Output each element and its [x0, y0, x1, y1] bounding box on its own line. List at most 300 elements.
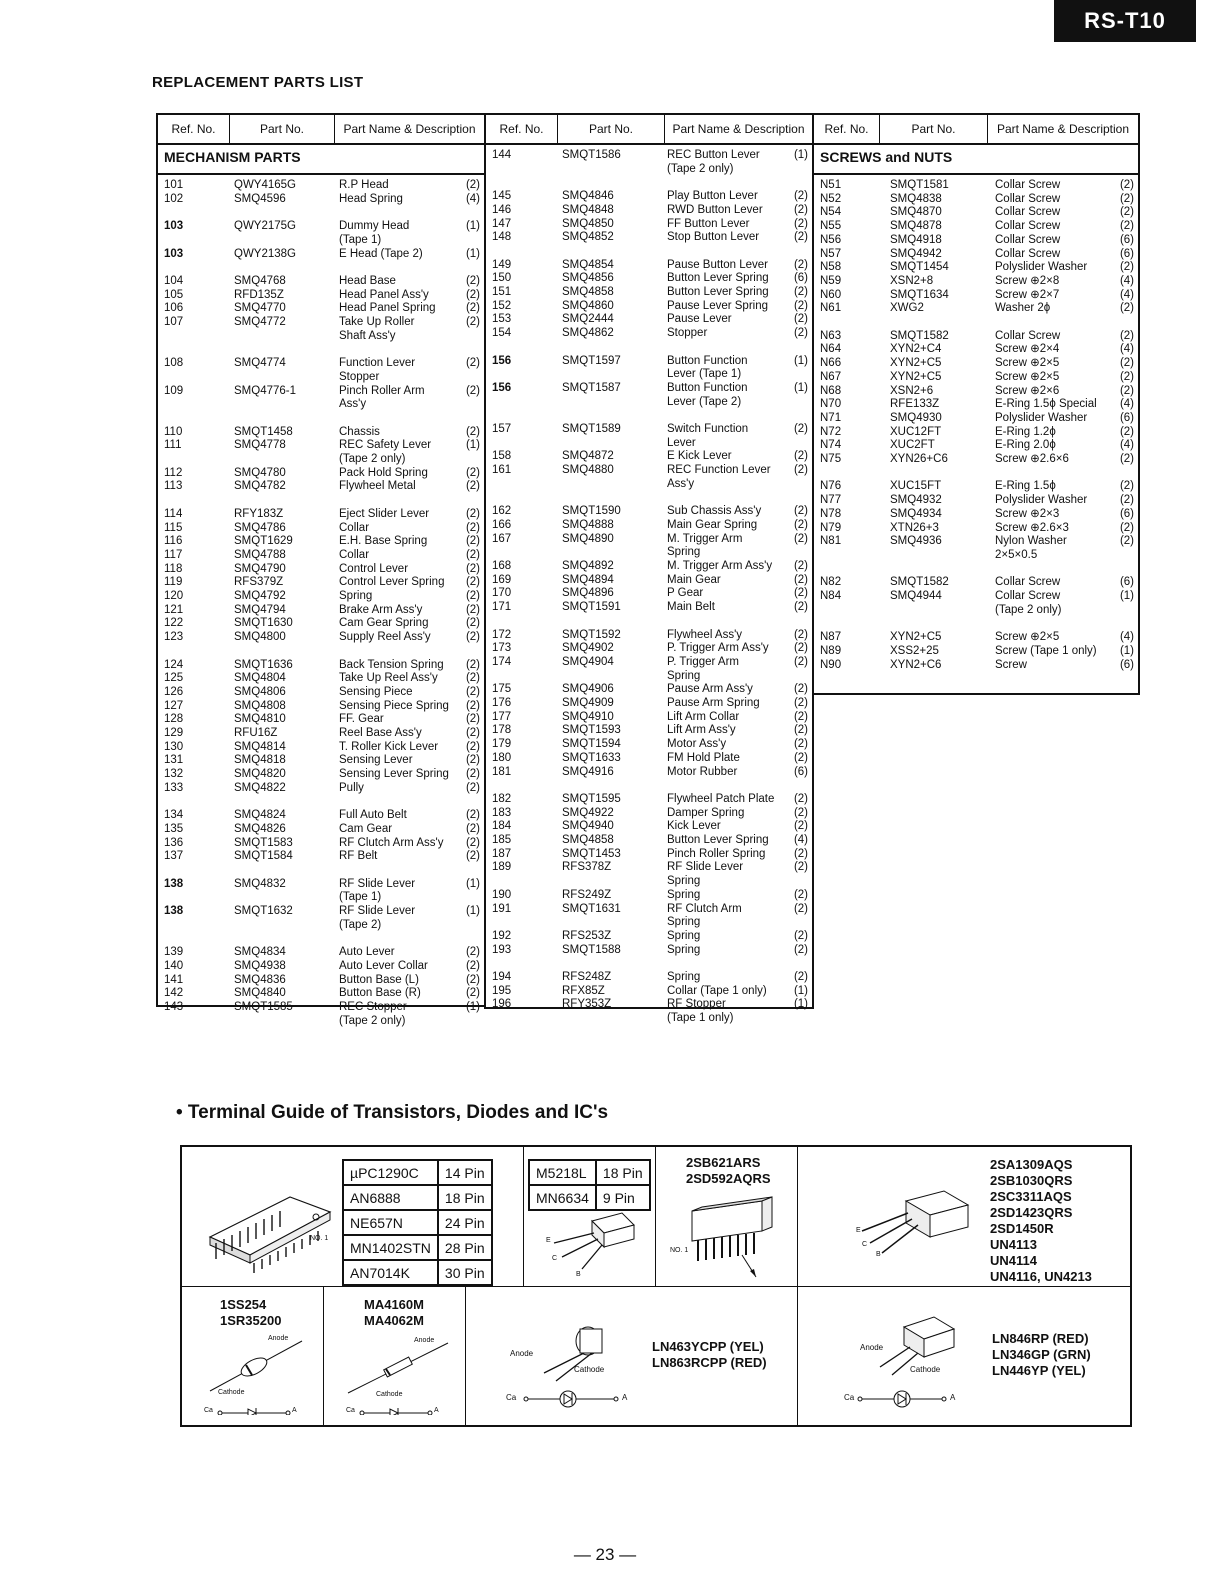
part-no: SMQ4772	[234, 316, 286, 328]
quantity: (2)	[465, 946, 480, 959]
part-no: SMQT1585	[234, 1001, 293, 1014]
quantity: (2)	[1119, 192, 1134, 205]
sip-part-list	[686, 1155, 771, 1187]
table-row	[158, 837, 484, 851]
table-row	[486, 533, 812, 547]
header-ref-no: Ref. No.	[814, 115, 880, 143]
table-row	[158, 1015, 484, 1029]
part-description: Cam Gear Spring (2)	[337, 617, 484, 631]
table-row	[158, 960, 484, 974]
table-row	[158, 946, 484, 960]
ref-no: 128	[164, 713, 184, 726]
table-row	[486, 587, 812, 601]
table-row	[486, 218, 812, 232]
emitter-label: E	[546, 1237, 551, 1244]
ref-no: 182	[492, 792, 512, 805]
part-code: LN446YP (YEL)	[992, 1363, 1086, 1378]
ref-no: 143	[164, 1001, 184, 1014]
part-no: SMQ4848	[562, 203, 614, 216]
part-no: XWG2	[890, 302, 924, 315]
part-no: SMQ4906	[562, 683, 614, 696]
table-row	[158, 782, 484, 796]
table-row	[158, 220, 484, 234]
ref-no: N90	[820, 658, 842, 671]
part-description: Sensing Lever (2)	[337, 754, 484, 768]
quantity: (4)	[1119, 439, 1134, 452]
part-description: Spring (2)	[665, 944, 812, 958]
part-no: SMQT1584	[234, 850, 293, 863]
quantity: (2)	[1119, 302, 1134, 315]
part-description: Collar Screw (2)	[993, 179, 1138, 193]
part-no: RFS379Z	[234, 576, 284, 589]
ref-no: 158	[492, 450, 512, 463]
part-description: RF Stopper (1)	[665, 998, 812, 1012]
quantity: (1)	[793, 984, 808, 997]
part-description: Screw ⊕2×8 (4)	[993, 275, 1138, 289]
part-no: SMQ4832	[234, 877, 286, 890]
part-no: SMQT1590	[562, 505, 621, 518]
ref-no: 190	[492, 888, 512, 901]
ref-no: 167	[492, 532, 512, 545]
quantity: (2)	[793, 560, 808, 573]
part-description: FM Hold Plate (2)	[665, 752, 812, 766]
part-description: Screw ⊕2×3 (6)	[993, 508, 1138, 522]
ref-no: 138	[164, 877, 184, 890]
part-no: SMQ4854	[562, 258, 614, 271]
table-row	[158, 357, 484, 371]
ref-no: 170	[492, 587, 512, 600]
pin-row: MN1402STN 28 Pin	[343, 1235, 492, 1260]
ref-no: 153	[492, 313, 512, 326]
table-row	[158, 576, 484, 590]
ref-no: N76	[820, 480, 842, 493]
part-description: Stopper (2)	[665, 327, 812, 341]
part-description: P Gear (2)	[665, 587, 812, 601]
part-description: REC Button Lever (1)	[665, 149, 812, 163]
header-description: Part Name & Description	[343, 122, 476, 136]
part-no: RFX85Z	[562, 984, 605, 997]
ref-no: 172	[492, 628, 512, 641]
table-row	[814, 193, 1138, 207]
ref-no: N72	[820, 425, 842, 438]
part-description: Function Lever (2)	[337, 357, 484, 371]
part-code: UN4114	[990, 1253, 1037, 1268]
ref-no	[158, 891, 230, 905]
ref-no: N64	[820, 343, 842, 356]
ref-no: 131	[164, 754, 184, 767]
table-row	[486, 423, 812, 437]
part-no: SMQ4770	[234, 302, 286, 315]
quantity: (2)	[793, 861, 808, 874]
ref-no: N77	[820, 494, 842, 507]
quantity: (2)	[465, 179, 480, 191]
quantity: (2)	[1119, 261, 1134, 274]
part-description: Spring	[665, 670, 812, 684]
part-no: SMQ4782	[234, 480, 286, 493]
table-row	[814, 330, 1138, 344]
ref-no: 107	[164, 316, 184, 328]
table-row	[486, 163, 812, 177]
part-description: Brake Arm Ass'y (2)	[337, 604, 484, 618]
part-no	[558, 437, 665, 451]
quantity: (2)	[793, 971, 808, 984]
table-row	[158, 316, 484, 330]
quantity: (2)	[793, 806, 808, 819]
part-no: SMQ4792	[234, 590, 286, 603]
ref-no: 177	[492, 710, 512, 723]
table-row	[486, 382, 812, 396]
part-description: Flywheel Ass'y (2)	[665, 629, 812, 643]
quantity: (4)	[1119, 343, 1134, 356]
table-row	[158, 768, 484, 782]
rows-col2	[486, 145, 812, 1026]
diode-list-1	[220, 1297, 281, 1329]
table-row	[486, 889, 812, 903]
part-description: M. Trigger Arm (2)	[665, 533, 812, 547]
part-description: E Kick Lever (2)	[665, 450, 812, 464]
part-code: 2SD1423QRS	[990, 1205, 1073, 1220]
base-label: B	[876, 1251, 881, 1258]
quantity: (2)	[465, 959, 480, 972]
part-description: Play Button Lever (2)	[665, 190, 812, 204]
quantity: (2)	[793, 286, 808, 298]
part-description: Shaft Ass'y	[337, 330, 484, 344]
quantity: (2)	[1119, 480, 1134, 493]
cell-sip	[656, 1147, 798, 1287]
table-row	[486, 834, 812, 848]
part-no: SMQ4938	[234, 959, 286, 972]
quantity: (2)	[465, 384, 480, 397]
part-no: SMQ4878	[890, 220, 942, 233]
ref-no	[486, 437, 558, 451]
ref-no: 101	[164, 179, 184, 191]
table-row	[158, 289, 484, 303]
part-description: Lever (Tape 2)	[665, 396, 812, 410]
table-row	[814, 206, 1138, 220]
part-description: Flywheel Patch Plate (2)	[665, 793, 812, 807]
part-no: SMQT1595	[562, 792, 621, 805]
ref-no: 194	[492, 971, 512, 984]
part-no: XTN26+3	[890, 521, 939, 534]
part-description: Control Lever Spring (2)	[337, 576, 484, 590]
part-no: SMQT1591	[562, 601, 621, 614]
table-row	[486, 286, 812, 300]
ref-no: 176	[492, 697, 512, 710]
part-description: P. Trigger Arm Ass'y (2)	[665, 642, 812, 656]
part-description: FF Button Lever (2)	[665, 218, 812, 232]
part-description: E.H. Base Spring (2)	[337, 535, 484, 549]
table-row	[486, 642, 812, 656]
ref-no: 129	[164, 727, 184, 740]
table-row	[158, 535, 484, 549]
part-description: Screw ⊕2×5 (4)	[993, 631, 1138, 645]
quantity: (6)	[1119, 233, 1134, 246]
ref-no: 125	[164, 672, 184, 685]
header-part-no: Part No.	[230, 115, 335, 143]
cathode-label: Cathode	[574, 1365, 605, 1374]
part-no: SMQ4894	[562, 573, 614, 586]
part-no	[558, 670, 665, 684]
part-description: Spring (2)	[665, 971, 812, 985]
ref-no: 152	[492, 299, 512, 312]
pin-row: AN7014K 30 Pin	[343, 1260, 492, 1285]
part-description: R.P Head (2)	[337, 179, 484, 193]
part-description: Collar (2)	[337, 549, 484, 563]
quantity: (2)	[793, 888, 808, 901]
quantity: (2)	[793, 697, 808, 710]
quantity: (1)	[465, 439, 480, 452]
table-row	[814, 275, 1138, 289]
table-row	[486, 670, 812, 684]
ref-no	[486, 546, 558, 560]
quantity: (2)	[793, 587, 808, 600]
quantity: (1)	[1119, 644, 1134, 657]
quantity	[480, 1015, 484, 1029]
table-row	[158, 549, 484, 563]
diode-drawing-2	[338, 1335, 458, 1415]
ref-no: 116	[164, 535, 183, 548]
table-row	[158, 754, 484, 768]
ref-no: 185	[492, 834, 512, 847]
anode-label: Anode	[414, 1337, 435, 1344]
part-no: SMQT1629	[234, 535, 293, 548]
table-row	[158, 453, 484, 467]
quantity: (2)	[1119, 425, 1134, 438]
led-list-1	[652, 1339, 767, 1371]
quantity: (2)	[1119, 521, 1134, 534]
part-no: SMQ4786	[234, 521, 286, 534]
quantity: (2)	[1119, 535, 1134, 548]
part-no: SMQ4858	[562, 286, 614, 298]
part-description: Ass'y	[337, 398, 484, 412]
part-description: Lift Arm Ass'y (2)	[665, 724, 812, 738]
ref-no: 183	[492, 806, 512, 819]
ref-no: 179	[492, 738, 512, 751]
part-no: SMQT1593	[562, 724, 621, 737]
ref-no: N74	[820, 439, 842, 452]
part-no: SMQT1458	[234, 425, 293, 438]
part-code: UN4116, UN4213	[990, 1269, 1092, 1284]
ref-no: 149	[492, 258, 512, 271]
ref-no: 151	[492, 286, 512, 298]
part-no: XSS2+25	[890, 644, 939, 657]
table-row	[814, 576, 1138, 590]
ref-no: N51	[820, 179, 842, 191]
table-row	[814, 659, 1138, 673]
ref-no: 117	[164, 548, 183, 561]
part-no: XYN2+C5	[890, 370, 942, 383]
table-row	[486, 259, 812, 273]
part-no: SMQ4824	[234, 809, 286, 822]
cathode-label: Cathode	[910, 1365, 941, 1374]
part-description: Pause Button Lever (2)	[665, 259, 812, 273]
ref-no: 130	[164, 740, 184, 753]
part-description: Stopper	[337, 371, 484, 385]
ref-no	[486, 1012, 558, 1026]
table-row	[158, 686, 484, 700]
part-description: P. Trigger Arm (2)	[665, 656, 812, 670]
page-number: — 23 —	[573, 1545, 637, 1564]
ref-no: N78	[820, 507, 842, 520]
quantity: (2)	[793, 929, 808, 942]
table-row	[486, 807, 812, 821]
quantity: (2)	[1119, 206, 1134, 219]
quantity: (6)	[793, 765, 808, 778]
led-drawing-2	[844, 1307, 984, 1417]
quantity: (2)	[465, 562, 480, 575]
quantity: (2)	[793, 601, 808, 614]
table-row	[158, 891, 484, 905]
ref-no: 103	[164, 247, 184, 260]
quantity: (4)	[793, 834, 808, 847]
model-badge: RS-T10	[1054, 0, 1196, 42]
table-row	[814, 343, 1138, 357]
part-no: QWY2175G	[234, 220, 296, 233]
part-no: XYN26+C6	[890, 453, 948, 466]
part-description: Pully (2)	[337, 782, 484, 796]
part-code: MA4062M	[364, 1313, 424, 1328]
part-description: Nylon Washer (2)	[993, 535, 1138, 549]
part-description: (Tape 1)	[337, 891, 484, 905]
table-row	[814, 645, 1138, 659]
part-no: SMQ4850	[562, 217, 614, 230]
quantity: (2)	[465, 699, 480, 712]
ref-no	[486, 670, 558, 684]
table-row	[486, 437, 812, 451]
table-row	[486, 738, 812, 752]
table-row	[486, 327, 812, 341]
quantity: (6)	[1119, 247, 1134, 260]
cell-dip-ic	[182, 1147, 524, 1287]
table-row	[814, 453, 1138, 467]
table-row	[814, 398, 1138, 412]
table-row	[158, 302, 484, 316]
ref-no: N82	[820, 576, 842, 589]
part-no: SMQ4904	[562, 655, 614, 668]
pin-row: M5218L 18 Pin	[529, 1160, 650, 1185]
part-description: Screw ⊕2.6×6 (2)	[993, 453, 1138, 467]
sip-drawing	[682, 1191, 782, 1281]
ref-no: N67	[820, 370, 842, 383]
table-row	[486, 231, 812, 245]
table-row	[486, 204, 812, 218]
ref-no	[486, 916, 558, 930]
part-description: (Tape 2)	[337, 919, 484, 933]
quantity: (2)	[793, 628, 808, 641]
ref-no	[814, 604, 886, 618]
part-code: 2SB621ARS	[686, 1155, 761, 1170]
collector-label: C	[862, 1241, 868, 1248]
part-code: LN846RP (RED)	[992, 1331, 1089, 1346]
part-description: RF Belt (2)	[337, 850, 484, 864]
part-no: SMQ4942	[890, 247, 942, 260]
part-description: Lever	[665, 437, 812, 451]
part-description: Button Function (1)	[665, 382, 812, 396]
part-code: LN463YCPP (YEL)	[652, 1339, 764, 1354]
part-no: SMQ4922	[562, 806, 614, 819]
part-no: SMQ4930	[890, 411, 942, 424]
table-row	[158, 974, 484, 988]
ref-no: N66	[820, 357, 842, 370]
part-description: Kick Lever (2)	[665, 820, 812, 834]
part-no: SMQ4909	[562, 697, 614, 710]
part-description: Button Lever Spring (2)	[665, 286, 812, 300]
ref-no: 102	[164, 192, 184, 205]
ref-no: N56	[820, 233, 842, 246]
part-no: SMQ4852	[562, 231, 614, 244]
part-description: E-Ring 1.5ϕ (2)	[993, 480, 1138, 494]
part-no: SMQ4910	[562, 710, 614, 723]
quantity: (2)	[1119, 494, 1134, 507]
ref-no: 144	[492, 149, 512, 161]
ref-no: 106	[164, 302, 184, 315]
table-row	[158, 617, 484, 631]
part-description: Spring (2)	[337, 590, 484, 604]
quantity: (2)	[465, 576, 480, 589]
part-description: Head Panel Ass'y (2)	[337, 289, 484, 303]
terminal-guide-grid	[180, 1145, 1132, 1427]
part-no	[230, 330, 337, 344]
quantity: (2)	[465, 672, 480, 685]
table-row	[486, 396, 812, 410]
table-row	[814, 604, 1138, 618]
quantity: (2)	[465, 727, 480, 740]
anode-label: Anode	[510, 1349, 534, 1358]
ref-no: N57	[820, 247, 842, 260]
quantity: (2)	[465, 274, 480, 287]
section-heading-screws: SCREWS and NUTS	[814, 145, 1138, 175]
pin-row: AN6888 18 Pin	[343, 1185, 492, 1210]
part-code: 2SD592AQRS	[686, 1171, 771, 1186]
ref-no: 173	[492, 642, 512, 655]
table-row	[158, 1001, 484, 1015]
part-description: Collar Screw (2)	[993, 330, 1138, 344]
part-no: SMQT1592	[562, 628, 621, 641]
part-no: SMQ4804	[234, 672, 286, 685]
part-no: SMQ4790	[234, 562, 286, 575]
table-row	[486, 820, 812, 834]
part-no: SMQ4788	[234, 548, 286, 561]
table-row	[486, 875, 812, 889]
part-description: 2×5×0.5	[993, 549, 1138, 563]
part-description: Full Auto Belt (2)	[337, 809, 484, 823]
quantity: (2)	[793, 258, 808, 271]
table-row	[486, 683, 812, 697]
cell-diode-2	[324, 1287, 466, 1425]
part-no: SMQ4916	[562, 765, 614, 778]
table-row	[814, 631, 1138, 645]
part-no: XSN2+8	[890, 274, 934, 287]
part-no	[558, 163, 665, 177]
part-description: RF Slide Lever (2)	[665, 861, 812, 875]
part-no: RFS378Z	[562, 861, 612, 874]
quantity: (6)	[1119, 507, 1134, 520]
part-no: SMQT1594	[562, 738, 621, 751]
table-row	[814, 385, 1138, 399]
quantity: (2)	[793, 683, 808, 696]
part-no: SMQ4774	[234, 357, 286, 370]
ref-no: 104	[164, 274, 184, 287]
quantity: (2)	[465, 548, 480, 561]
part-code: 1SS254	[220, 1297, 267, 1312]
quantity: (2)	[793, 217, 808, 230]
part-no: SMQT1631	[562, 902, 621, 915]
part-description: Cam Gear (2)	[337, 823, 484, 837]
table-row	[158, 713, 484, 727]
part-description: Polyslider Washer (2)	[993, 494, 1138, 508]
part-no: SMQ4834	[234, 946, 286, 959]
part-description: Screw ⊕2×7 (4)	[993, 289, 1138, 303]
